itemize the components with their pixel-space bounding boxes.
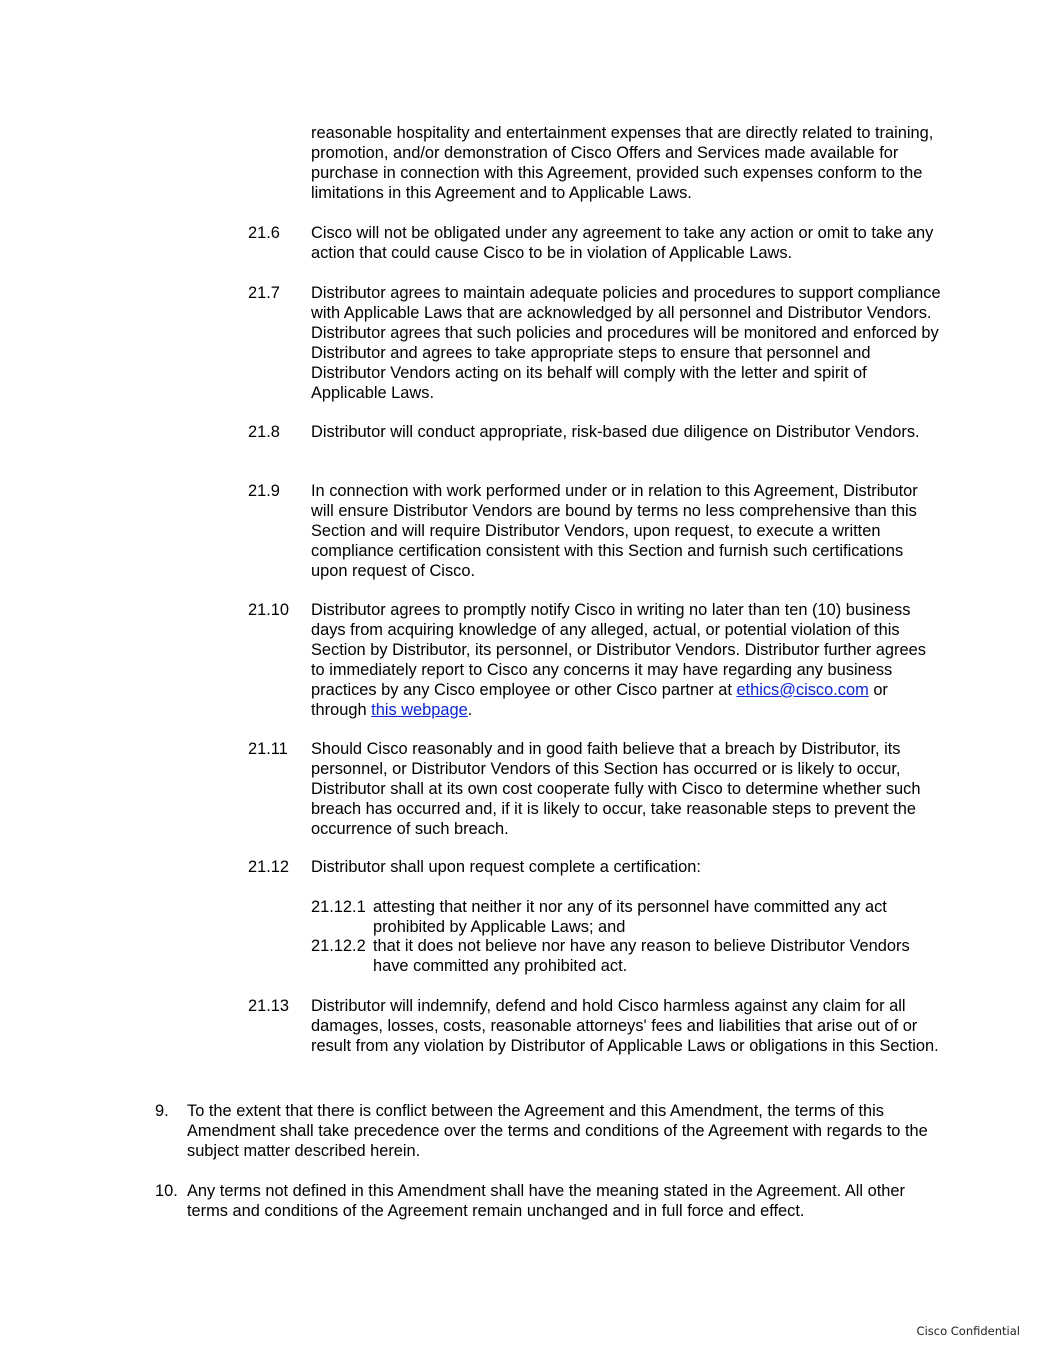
clause-number: 21.10 <box>248 601 290 619</box>
clause-text: Distributor shall upon request complete a certification: <box>311 858 701 876</box>
clause-text-middle: or through <box>311 680 888 719</box>
clause-number: 21.8 <box>248 423 280 441</box>
clause-number: 21.12 <box>248 858 290 876</box>
clause-number: 21.6 <box>248 224 280 242</box>
subclause-number: 21.12.1 <box>311 898 366 916</box>
footer-confidential: Cisco Confidential <box>916 1324 1020 1338</box>
ethics-email-link[interactable]: ethics@cisco.com <box>736 680 869 699</box>
item-number: 10. <box>155 1182 178 1200</box>
clause-text-before: Distributor agrees to promptly notify Cisco in writing no later than ten (10) business days from acquiring knowledge of any alleged, actual, or potential violation of this Section by Distributor, its personnel, or Distributor Vendors. Distributor further agrees to immediately report to Cisco any concerns it may have regarding any business practices by any Cisco employee or other Cisco partner at <box>311 601 926 699</box>
clause-number: 21.11 <box>248 740 288 758</box>
continuation-paragraph: reasonable hospitality and entertainment expenses that are directly related to training, promotion, and/or demonstration of Cisco Offers and Services made available for purchase in connection with this Agreement, provided such expenses conform to the limitations in this Agreement and to Applicable Laws. <box>311 124 934 202</box>
clause-number: 21.13 <box>248 997 290 1015</box>
item-text: To the extent that there is conflict between the Agreement and this Amendment, the terms of this Amendment shall take precedence over the terms and conditions of the Agreement with regards to the subject matter described herein. <box>187 1102 928 1160</box>
ethics-webpage-link[interactable]: this webpage <box>371 700 468 719</box>
clause-text: Distributor agrees to maintain adequate policies and procedures to support compliance with Applicable Laws that are acknowledged by all personnel and Distributor Vendors. Distributor agrees that such policies and procedures will be monitored and enforced by Distributor and agrees to take appropriate steps to ensure that personnel and Distributor Vendors acting on its behalf will comply with the letter and spirit of Applicable Laws. <box>311 284 941 402</box>
subclause-text: attesting that neither it nor any of its personnel have committed any act prohibited by Applicable Laws; and <box>373 898 887 936</box>
subclause-number: 21.12.2 <box>311 937 366 955</box>
item-text: Any terms not defined in this Amendment shall have the meaning stated in the Agreement. All other terms and conditions of the Agreement remain unchanged and in full force and effect. <box>187 1182 905 1220</box>
subclause-text: that it does not believe nor have any reason to believe Distributor Vendors have committed any prohibited act. <box>373 937 910 975</box>
clause-text <box>311 601 941 720</box>
clause-text: Should Cisco reasonably and in good faith believe that a breach by Distributor, its personnel, or Distributor Vendors of this Section has occurred or is likely to occur, Distributor shall at its own cost cooperate fully with Cisco to determine whether such breach has occurred and, if it is likely to occur, take reasonable steps to prevent the occurrence of such breach. <box>311 740 921 838</box>
clause-number: 21.7 <box>248 284 280 302</box>
clause-number: 21.9 <box>248 482 280 500</box>
clause-text: Distributor will conduct appropriate, risk-based due diligence on Distributor Vendors. <box>311 423 920 441</box>
item-number: 9. <box>155 1102 169 1120</box>
clause-text-after: . <box>467 700 473 719</box>
clause-text: Cisco will not be obligated under any agreement to take any action or omit to take any action that could cause Cisco to be in violation of Applicable Laws. <box>311 224 934 262</box>
clause-text: In connection with work performed under or in relation to this Agreement, Distributor will ensure Distributor Vendors are bound by terms no less comprehensive than this Section and will require Distributor Vendors, upon request, to execute a written compliance certification consistent with this Section and furnish such certifications upon request of Cisco. <box>311 482 918 580</box>
clause-text: Distributor will indemnify, defend and hold Cisco harmless against any claim for all damages, losses, costs, reasonable attorneys' fees and liabilities that arise out of or result from any violation by Distributor of Applicable Laws or obligations in this Section. <box>311 997 939 1055</box>
